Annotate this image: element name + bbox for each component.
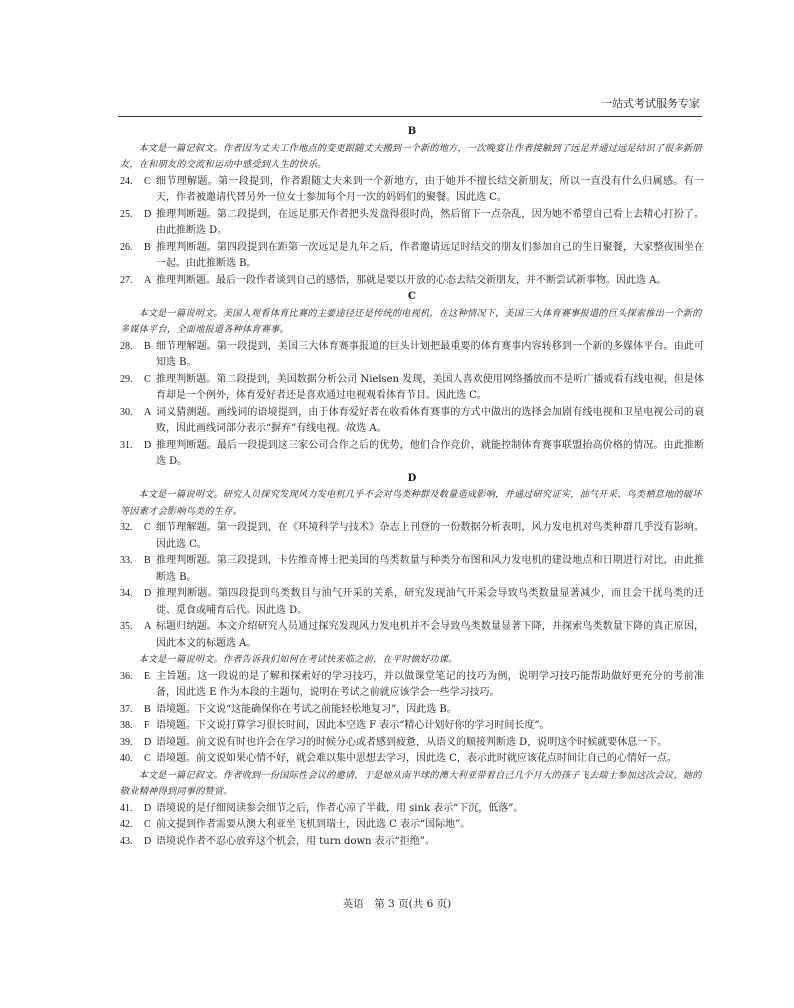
answer-letter: B (144, 703, 151, 715)
question-number: 32. (120, 522, 133, 533)
question-number: 41. (120, 802, 133, 814)
answer-explanation: 语境说的是仔细阅读参会细节之后，作者心凉了半截，用 sink 表示“下沉，低落”。 (156, 802, 524, 814)
section-letter: C (408, 291, 416, 302)
answer-letter: A (144, 274, 152, 286)
question-number: 38. (120, 720, 133, 731)
question-number: 25. (120, 208, 133, 220)
section-intro: 本文是一篇记叙文。作者收到一份国际性会议的邀请，于是她从南半球的澳大利亚带着自己几个月大的孩子飞去瑞士参加这次会议，她的敬业精神得到同事的赞赏。 (120, 769, 702, 797)
question-number: 36. (120, 670, 133, 682)
question-number: 29. (120, 373, 133, 385)
answer-letter: C (144, 373, 151, 385)
answer-letter: D (144, 588, 152, 599)
question-number: 43. (120, 835, 133, 847)
answer-item (120, 553, 704, 586)
question-number: 27. (120, 274, 133, 286)
page-footer: 英语 第 3 页(共 6 页) (342, 898, 452, 910)
answer-item (120, 273, 704, 290)
answer-explanation: 标题归纳题。本文介绍研究人员通过探究发现风力发电机并不会导致鸟类数量显著下降，并探索鸟类数量下降的真正原因，因此本文的标题选 A。 (156, 621, 704, 649)
answer-letter: D (144, 802, 152, 814)
section-letter: B (407, 126, 417, 137)
question-number: 33. (120, 555, 133, 566)
answer-item (120, 817, 704, 834)
answer-item (120, 438, 704, 471)
answer-letter: F (144, 720, 150, 731)
question-number: 40. (120, 753, 133, 764)
answer-item (120, 405, 704, 438)
section-intro: 本文是一篇说明文。美国人观看体育比赛的主要途径还是传统的电视机，在这种情况下，美国三大体育赛事报道的巨头探索推出一个新的多媒体平台，全面地报道各种体育赛事。 (120, 307, 702, 335)
section-intro: 本文是一篇记叙文。作者因为丈夫工作地点的变更跟随丈夫搬到一个新的地方，一次晚宴让作者接触到了远足并通过远足结识了很多新朋友，在和朋友的交流和运动中感受到人生的快乐。 (120, 142, 702, 170)
question-number: 30. (120, 406, 133, 418)
answer-letter: D (144, 208, 152, 220)
answer-item (120, 669, 704, 702)
answer-explanation: 细节理解题。第一段提到，作者跟随丈夫来到一个新地方，由于她并不擅长结交新朋友，所以一直没有什么归属感。有一天，作者被邀请代替另外一位女士参加每个月一次的妈妈们的聚餐。因此选 C。 (156, 175, 704, 203)
answer-letter: D (144, 439, 152, 451)
section-intro: 本文是一篇说明文。作者告诉我们如何在考试快来临之前，在平时做好功课。 (138, 654, 458, 665)
question-number: 28. (120, 340, 133, 352)
answer-letter: C (144, 753, 151, 764)
answer-letter: C (144, 175, 151, 187)
answer-letter: D (144, 736, 152, 748)
answer-letter: B (144, 241, 151, 253)
question-number: 31. (120, 439, 133, 451)
answer-item (120, 718, 704, 735)
answer-explanation: 推理判断题。第二段提到，在远足那天作者把头发盘得很时尚，然后留下一点杂乱，因为她不希望自己看上去精心打扮了。由此推断选 D。 (156, 208, 704, 236)
answer-item (120, 619, 704, 652)
answer-letter: C (144, 522, 151, 533)
answer-explanation: 词义猜测题。画线词的语境提到，由于体育爱好者在收看体育赛事的方式中做出的选择会加剧有线电视和卫星电视公司的衰败，因此画线词部分表示“摒弃”有线电视。故选 A。 (156, 406, 704, 434)
section-letter: D (407, 472, 417, 484)
document-body (120, 124, 704, 850)
answer-item (120, 801, 704, 818)
answer-item (120, 207, 704, 240)
answer-explanation: 推理判断题。第四段提到鸟类数目与油气开采的关系，研究发现油气开采会导致鸟类数量显著减少，而且会干扰鸟类的迁徙、觅食或哺育后代。因此选 D。 (156, 588, 704, 616)
answer-explanation: 前文提到作者需要从澳大利亚坐飞机到瑞士，因此选 C 表示“国际地”。 (156, 819, 471, 830)
answer-letter: E (144, 670, 151, 682)
answer-explanation: 推理判断题。第二段提到，美国数据分析公司 Nielsen 发现，美国人喜欢使用网络播放而不是听广播或看有线电视，但是体育却是一个例外，体育爱好者还是喜欢通过电视观看体育节目。因此选 C。 (156, 373, 704, 401)
answer-item (120, 339, 704, 372)
answer-explanation: 推理判断题。第三段提到，卡佐维奇博士把美国的鸟类数量与种类分布图和风力发电机的建设地点和日期进行对比，由此推断选 B。 (156, 555, 704, 583)
answer-letter: D (144, 835, 152, 847)
answer-explanation: 语境题。下文说打算学习很长时间，因此本空选 F 表示“精心计划好你的学习时间长度”。 (156, 720, 550, 731)
question-number: 42. (120, 819, 133, 830)
answer-item (120, 702, 704, 719)
answer-explanation: 推理判断题。最后一段提到这三家公司合作之后的优势，他们合作竞价，就能控制体育赛事联盟抬高价格的情况。由此推断选 D。 (156, 439, 704, 467)
answer-item (120, 372, 704, 405)
answer-explanation: 语境题。前文说如果心情不好，就会难以集中思想去学习，因此选 C，表示此时就应该花点时间让自己的心情好一点。 (156, 753, 677, 764)
question-number: 35. (120, 621, 133, 632)
answer-letter: C (144, 819, 151, 830)
answer-item (120, 174, 704, 207)
answer-item (120, 834, 704, 851)
question-number: 34. (120, 588, 133, 599)
answer-item (120, 735, 704, 752)
section-intro: 本文是一篇说明文。研究人员探究发现风力发电机几乎不会对鸟类种群及数量造成影响，并通过研究证实，油气开采、鸟类栖息地的破坏等因素才会影响鸟类的生存。 (120, 489, 702, 517)
answer-item (120, 586, 704, 619)
question-number: 39. (120, 736, 133, 748)
answer-item (120, 520, 704, 553)
answer-item (120, 751, 704, 768)
answer-explanation: 推理判断题。第四段提到在距第一次远足是九年之后，作者邀请远足时结交的朋友们参加自己的生日聚餐，大家整夜围坐在一起。由此推断选 B。 (156, 241, 704, 269)
answer-explanation: 推理判断题。最后一段作者谈到自己的感悟，那就是要以开放的心态去结交新朋友，并不断尝试新事物。因此选 A。 (156, 274, 667, 286)
answer-explanation: 细节理解题。第一段提到，美国三大体育赛事报道的巨头计划把最重要的体育赛事内容转移到一个新的多媒体平台。由此可知选 B。 (156, 340, 704, 368)
question-number: 37. (120, 703, 133, 715)
page-header (118, 96, 702, 117)
brand-text: 一站式考试服务专家 (601, 97, 700, 110)
answer-letter: A (144, 621, 152, 632)
answer-explanation: 细节理解题。第一段提到，在《环境科学与技术》杂志上刊登的一份数据分析表明，风力发电机对鸟类种群几乎没有影响。因此选 C。 (156, 522, 704, 550)
answer-explanation: 语境说作者不忍心放弃这个机会，用 turn down 表示“拒绝”。 (156, 835, 435, 847)
answer-explanation: 语境题。下文说“这能确保你在考试之前能轻松地复习”，因此选 B。 (156, 703, 457, 715)
question-number: 24. (120, 175, 133, 187)
answer-letter: B (144, 555, 151, 566)
answer-item (120, 240, 704, 273)
answer-explanation: 主旨题。这一段说的是了解和探索好的学习技巧，并以做课堂笔记的技巧为例，说明学习技巧能帮助做好更充分的考前准备，因此选 E 作为本段的主题句，说明在考试之前就应该学会一些学习技巧。 (156, 670, 704, 698)
question-number: 26. (120, 241, 133, 253)
answer-explanation: 语境题。前文说有时也许会在学习的时候分心或者感到疲惫，从语义的顺接判断选 D，说明这个时候就要休息一下。 (156, 736, 668, 748)
answer-letter: A (144, 406, 152, 418)
answer-letter: B (144, 340, 151, 352)
